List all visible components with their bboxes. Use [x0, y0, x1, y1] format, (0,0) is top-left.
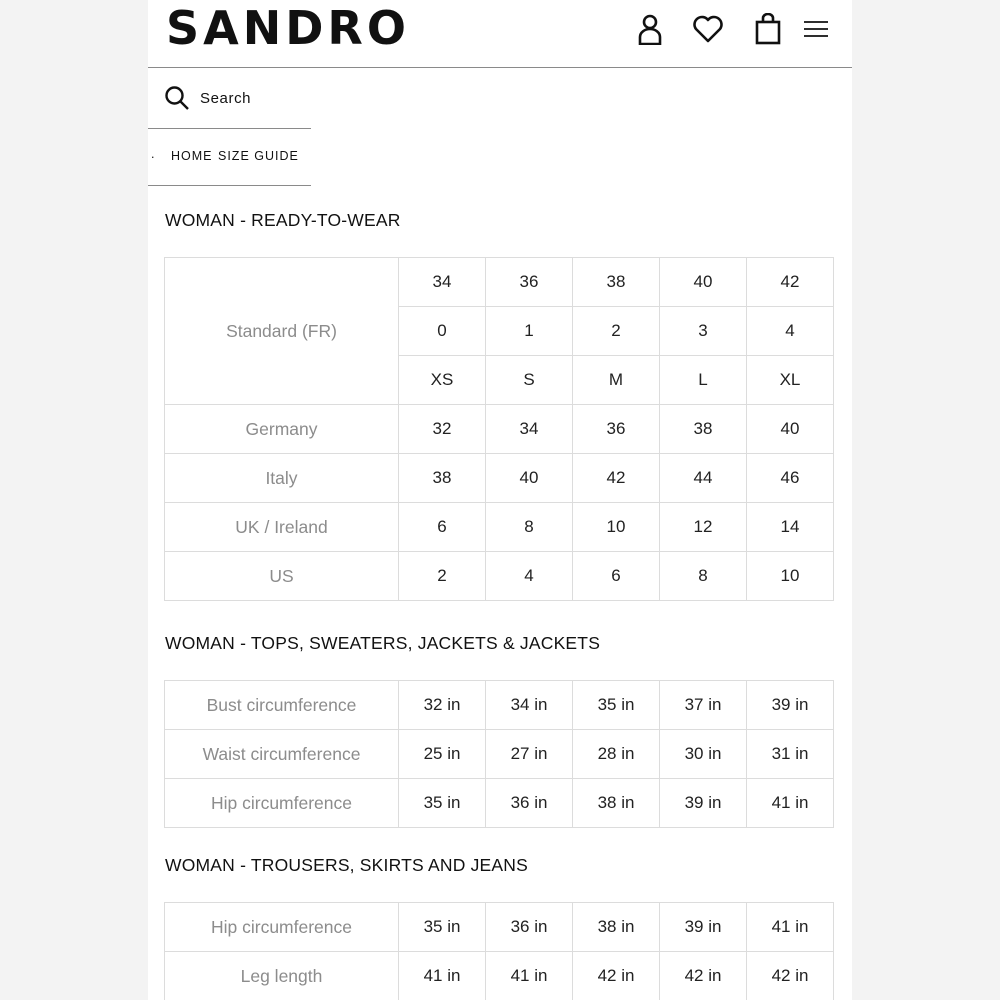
- table-cell: 42 in: [747, 952, 834, 1000]
- table-cell: 6: [399, 503, 486, 552]
- table-cell: 8: [486, 503, 573, 552]
- table-cell: 34: [486, 405, 573, 454]
- row-label: Hip circumference: [165, 779, 399, 828]
- table-cell: 41 in: [399, 952, 486, 1000]
- section-title-trousers: WOMAN - TROUSERS, SKIRTS AND JEANS: [165, 855, 529, 875]
- table-cell: 10: [573, 503, 660, 552]
- site-header: [148, 0, 852, 68]
- table-cell: 38: [660, 405, 747, 454]
- table-cell: 42: [573, 454, 660, 503]
- table-cell: 38: [399, 454, 486, 503]
- size-table-ready-to-wear: [164, 257, 834, 601]
- row-label: Hip circumference: [165, 903, 399, 952]
- search-label: Search: [200, 90, 252, 107]
- table-cell: 32 in: [399, 681, 486, 730]
- row-label: Waist circumference: [165, 730, 399, 779]
- breadcrumb: [148, 130, 311, 186]
- table-cell: L: [660, 356, 747, 405]
- table-cell: 40: [660, 258, 747, 307]
- table-row: [165, 552, 834, 601]
- table-row: [165, 779, 834, 828]
- table-cell: 35 in: [399, 903, 486, 952]
- table-cell: 14: [747, 503, 834, 552]
- table-cell: 38 in: [573, 779, 660, 828]
- table-cell: 41 in: [486, 952, 573, 1000]
- table-cell: 27 in: [486, 730, 573, 779]
- table-cell: 36 in: [486, 779, 573, 828]
- table-cell: 12: [660, 503, 747, 552]
- table-row: [165, 454, 834, 503]
- table-cell: 38 in: [573, 903, 660, 952]
- table-cell: 3: [660, 307, 747, 356]
- table-cell: XL: [747, 356, 834, 405]
- account-icon[interactable]: [633, 12, 667, 46]
- breadcrumb-separator: .: [151, 147, 156, 161]
- table-cell: 8: [660, 552, 747, 601]
- breadcrumb-home-link[interactable]: HOME: [171, 149, 213, 163]
- table-cell: 40: [747, 405, 834, 454]
- table-cell: 34: [399, 258, 486, 307]
- table-row: [165, 503, 834, 552]
- table-cell: 30 in: [660, 730, 747, 779]
- table-row: [165, 730, 834, 779]
- table-cell: 46: [747, 454, 834, 503]
- row-label: UK / Ireland: [165, 503, 399, 552]
- search-bar[interactable]: [148, 68, 311, 129]
- menu-icon[interactable]: [799, 12, 833, 46]
- table-row: [165, 258, 834, 307]
- brand-logo[interactable]: SANDRO: [166, 1, 410, 55]
- heart-icon[interactable]: [691, 12, 725, 46]
- search-icon[interactable]: [164, 85, 190, 111]
- section-title-ready-to-wear: WOMAN - READY-TO-WEAR: [165, 210, 401, 230]
- table-cell: 2: [399, 552, 486, 601]
- size-table-trousers: [164, 902, 834, 1000]
- row-label: Leg length: [165, 952, 399, 1000]
- table-cell: 40: [486, 454, 573, 503]
- table-cell: S: [486, 356, 573, 405]
- table-cell: 0: [399, 307, 486, 356]
- table-cell: 38: [573, 258, 660, 307]
- table-cell: 1: [486, 307, 573, 356]
- table-cell: 37 in: [660, 681, 747, 730]
- table-cell: 39 in: [660, 903, 747, 952]
- size-table-tops: [164, 680, 834, 828]
- table-cell: 39 in: [747, 681, 834, 730]
- table-cell: 41 in: [747, 779, 834, 828]
- table-cell: 36: [573, 405, 660, 454]
- table-cell: 31 in: [747, 730, 834, 779]
- row-label: US: [165, 552, 399, 601]
- table-row: [165, 405, 834, 454]
- table-cell: 44: [660, 454, 747, 503]
- table-cell: XS: [399, 356, 486, 405]
- table-cell: 10: [747, 552, 834, 601]
- page: [148, 0, 852, 1000]
- table-cell: 35 in: [399, 779, 486, 828]
- row-label: Bust circumference: [165, 681, 399, 730]
- table-cell: 6: [573, 552, 660, 601]
- table-cell: 2: [573, 307, 660, 356]
- table-row: [165, 681, 834, 730]
- table-cell: 36: [486, 258, 573, 307]
- table-cell: M: [573, 356, 660, 405]
- table-cell: 35 in: [573, 681, 660, 730]
- table-cell: 28 in: [573, 730, 660, 779]
- table-cell: 34 in: [486, 681, 573, 730]
- row-label: Italy: [165, 454, 399, 503]
- table-cell: 4: [486, 552, 573, 601]
- table-cell: 4: [747, 307, 834, 356]
- table-cell: 36 in: [486, 903, 573, 952]
- table-cell: 25 in: [399, 730, 486, 779]
- table-cell: 41 in: [747, 903, 834, 952]
- table-cell: 42 in: [660, 952, 747, 1000]
- table-row: [165, 903, 834, 952]
- row-label: Germany: [165, 405, 399, 454]
- breadcrumb-current: SIZE GUIDE: [218, 149, 299, 163]
- table-cell: 42: [747, 258, 834, 307]
- table-cell: 32: [399, 405, 486, 454]
- table-cell: 39 in: [660, 779, 747, 828]
- table-row: [165, 952, 834, 1000]
- section-title-tops: WOMAN - TOPS, SWEATERS, JACKETS & JACKETS: [165, 633, 601, 653]
- row-label-standard: Standard (FR): [165, 258, 399, 405]
- table-cell: 42 in: [573, 952, 660, 1000]
- bag-icon[interactable]: [751, 12, 785, 46]
